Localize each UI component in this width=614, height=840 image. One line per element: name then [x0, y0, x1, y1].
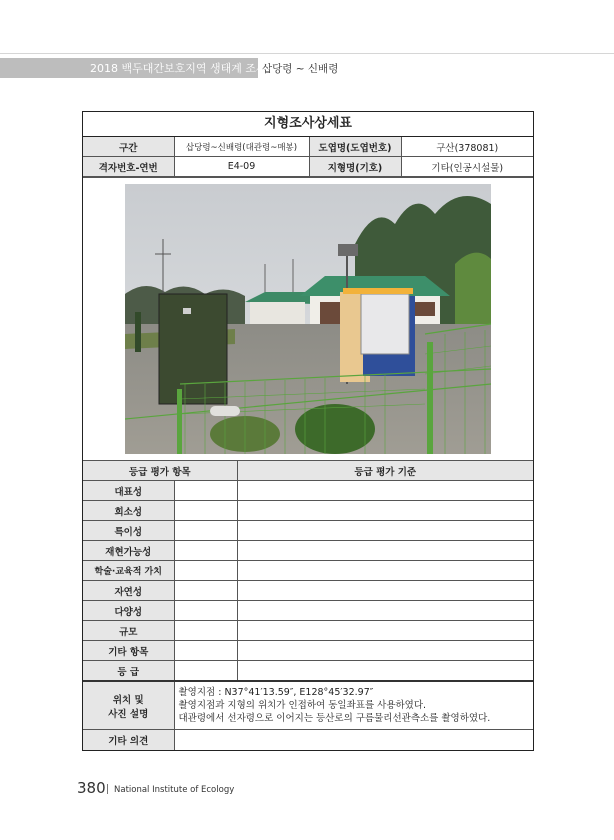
grade-table	[83, 461, 533, 750]
grade-criteria-cell	[237, 641, 533, 661]
location-description	[174, 681, 533, 730]
landform-value: 기타(인공시설물)	[401, 157, 533, 177]
map-name-value: 구산(378081)	[401, 137, 533, 157]
info-row-section	[83, 137, 533, 157]
footer-organization: National Institute of Ecology	[114, 785, 235, 795]
grade-criteria-cell	[237, 661, 533, 682]
grade-row	[83, 661, 533, 682]
grade-row	[83, 581, 533, 601]
grade-criteria-cell	[237, 481, 533, 501]
grade-row	[83, 541, 533, 561]
grade-row	[83, 601, 533, 621]
grade-criteria-cell	[237, 521, 533, 541]
location-line-subject: 대관령에서 선자령으로 이어지는 등산로의 구름물리선관측소를 촬영하였다.	[178, 713, 491, 724]
grade-score-cell	[174, 581, 237, 601]
section-label: 구간	[83, 137, 174, 157]
sheet-title: 지형조사상세표	[83, 112, 533, 137]
grade-header-row	[83, 461, 533, 481]
page-number: 380	[77, 779, 106, 797]
other-opinion-row	[83, 730, 533, 751]
location-label	[83, 681, 174, 730]
grade-score-cell	[174, 661, 237, 682]
grade-score-cell	[174, 541, 237, 561]
grade-item-label: 등 급	[83, 661, 174, 682]
grade-criteria-cell	[237, 601, 533, 621]
grade-row	[83, 501, 533, 521]
grade-score-cell	[174, 481, 237, 501]
grade-item-label: 재현가능성	[83, 541, 174, 561]
grade-items-header: 등급 평가 항목	[83, 461, 237, 481]
header-subtitle: 삽당령 ~ 신배령	[262, 63, 339, 75]
footer-divider	[107, 784, 108, 794]
photo-cell	[83, 177, 533, 461]
grade-item-label: 기타 항목	[83, 641, 174, 661]
grade-item-label: 자연성	[83, 581, 174, 601]
grade-row	[83, 561, 533, 581]
grade-row	[83, 481, 533, 501]
other-opinion-value	[174, 730, 533, 751]
location-label-line2: 사진 설명	[108, 708, 149, 720]
grade-item-label: 대표성	[83, 481, 174, 501]
location-row	[83, 681, 533, 730]
grade-score-cell	[174, 501, 237, 521]
info-row-grid	[83, 157, 533, 177]
grade-score-cell	[174, 521, 237, 541]
grade-criteria-header: 등급 평가 기준	[237, 461, 533, 481]
grade-row	[83, 641, 533, 661]
grade-row	[83, 521, 533, 541]
grade-criteria-cell	[237, 541, 533, 561]
grade-item-label: 학술·교육적 가치	[83, 561, 174, 581]
grade-item-label: 희소성	[83, 501, 174, 521]
grid-number-label: 격자번호-연번	[83, 157, 174, 177]
grade-score-cell	[174, 601, 237, 621]
landform-label: 지형명(기호)	[309, 157, 401, 177]
grade-item-label: 다양성	[83, 601, 174, 621]
survey-sheet	[82, 111, 534, 751]
location-line-note: 촬영지점과 지형의 위치가 인접하여 동일좌표를 사용하였다.	[178, 700, 427, 711]
grade-score-cell	[174, 621, 237, 641]
grade-score-cell	[174, 641, 237, 661]
grade-criteria-cell	[237, 501, 533, 521]
section-value: 삽당령~신배령(대관령~매봉)	[174, 137, 309, 157]
grade-score-cell	[174, 561, 237, 581]
grade-criteria-cell	[237, 561, 533, 581]
grid-number-value: E4-09	[174, 157, 309, 177]
info-table	[83, 137, 533, 177]
location-label-line1: 위치 및	[112, 694, 144, 706]
grade-criteria-cell	[237, 621, 533, 641]
other-opinion-label: 기타 의견	[83, 730, 174, 751]
grade-criteria-cell	[237, 581, 533, 601]
grade-row	[83, 621, 533, 641]
location-line-coordinates: 촬영지점 : N37°41′13.59″, E128°45′32.97″	[178, 687, 374, 698]
header-rule	[0, 53, 614, 54]
header-title: 2018 백두대간보호지역 생태계 조사	[90, 62, 267, 75]
grade-item-label: 특이성	[83, 521, 174, 541]
site-photo	[125, 184, 491, 454]
grade-item-label: 규모	[83, 621, 174, 641]
map-name-label: 도엽명(도엽번호)	[309, 137, 401, 157]
